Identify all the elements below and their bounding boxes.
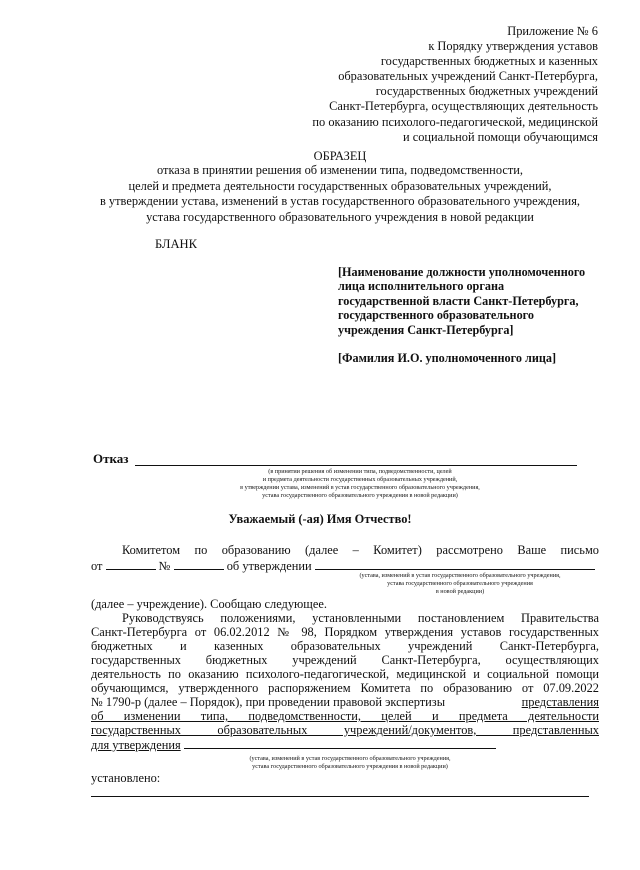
- sample-title: ОБРАЗЕЦ: [313, 149, 367, 163]
- para2-line: государственных образовательных учреждений/документов, представленных: [91, 723, 599, 737]
- annex-header: [178, 24, 598, 145]
- para2-line7-text: № 1790-р (далее – Порядок), при проведении правовой экспертизы: [91, 695, 446, 709]
- note-line: устава государственного образовательного учреждения в новой редакции): [262, 492, 458, 499]
- number-label: №: [158, 559, 171, 573]
- para2-line: об изменении типа, подведомственности, целей и предмета деятельности: [91, 709, 599, 723]
- para1-line2: [91, 558, 599, 573]
- established-label: установлено:: [91, 771, 161, 785]
- number-fill: [174, 558, 224, 570]
- note-line: и предмета деятельности государственных образовательных учреждений,: [262, 476, 458, 483]
- addressee-name: [Фамилия И.О. уполномоченного лица]: [338, 351, 557, 365]
- note-line: устава государственного образовательного учреждения: [387, 580, 533, 587]
- para2-line: деятельность по оказанию психолого-педагогической, медицинской и социальной помощи: [91, 667, 599, 681]
- sample-line: устава государственного образовательного учреждения в новой редакции: [146, 209, 534, 224]
- addressee-line: государственной власти Санкт-Петербурга,: [338, 293, 579, 308]
- annex-line: Санкт-Петербурга, осуществляющих деятельность: [329, 99, 598, 114]
- addressee-line: [Наименование должности уполномоченного: [338, 265, 586, 279]
- sample-line: целей и предмета деятельности государственных образовательных учреждений,: [128, 178, 552, 193]
- para2-line7: [91, 695, 599, 709]
- note-line: устава государственного образовательного учреждения в новой редакции): [252, 763, 448, 770]
- para1-note: [320, 572, 600, 596]
- note-line: (устава, изменений в устав государственного образовательного учреждения,: [249, 755, 451, 762]
- date-fill: [106, 558, 156, 570]
- greeting: Уважаемый (-ая) Имя Отчество!: [228, 512, 412, 526]
- sample-subtitle: [60, 163, 620, 225]
- addressee-line: государственного образовательного: [338, 308, 534, 323]
- note-line: в новой редакции): [435, 588, 485, 595]
- documents-fill: [184, 737, 496, 749]
- annex-line: образовательных учреждений Санкт-Петербурга,: [338, 69, 598, 84]
- sample-line: отказа в принятии решения об изменении типа, подведомственности,: [157, 163, 523, 177]
- from-label: от: [91, 559, 103, 573]
- para2-line: обучающимся, утвержденного распоряжением Комитета по образованию от 07.09.2022: [91, 681, 599, 695]
- annex-line: государственных бюджетных учреждений: [375, 84, 598, 99]
- refusal-fill-line: [135, 465, 577, 466]
- blank-label: БЛАНК: [155, 237, 198, 251]
- para2-line10: [91, 737, 599, 752]
- para2-line: Санкт-Петербурга от 06.02.2012 № 98, Порядком утверждения уставов государственных: [91, 625, 599, 639]
- refusal-note: [150, 468, 570, 500]
- para2-line: Руководствуясь положениями, установленными постановлением Правительства: [122, 611, 599, 625]
- note-line: (в принятии решения об изменении типа, подведомственности, целей: [268, 468, 452, 475]
- annex-line: по оказанию психолого-педагогической, медицинской: [312, 114, 598, 129]
- para2-line7-underlined: представления: [521, 695, 599, 709]
- sample-line: в утверждении устава, изменений в устав государственного образовательного учреждения,: [99, 194, 580, 209]
- subject-fill: [315, 558, 595, 570]
- para1-line: Комитетом по образованию (далее – Комитет) рассмотрено Ваше письмо: [122, 543, 599, 557]
- about-label: об утверждении: [226, 559, 312, 573]
- para2-line: бюджетных и казенных образовательных учреждений Санкт-Петербурга,: [91, 639, 599, 653]
- addressee-line: лица исполнительного органа: [338, 279, 505, 294]
- findings-fill-line: [91, 796, 589, 797]
- addressee-block: [338, 265, 585, 337]
- note-line: (устава, изменений в устав государственного образовательного учреждения,: [359, 572, 561, 579]
- annex-line: и социальной помощи обучающимся: [402, 129, 598, 144]
- note-line: в утверждении устава, изменений в устав государственного образовательного учреждения,: [240, 484, 480, 491]
- addressee-line: учреждения Санкт-Петербурга]: [338, 322, 514, 337]
- para1-tail: (далее – учреждение). Сообщаю следующее.: [91, 597, 327, 611]
- annex-line: Приложение № 6: [507, 24, 598, 38]
- para2-note: [200, 755, 500, 771]
- annex-line: государственных бюджетных и казенных: [380, 54, 598, 69]
- annex-line: к Порядку утверждения уставов: [428, 39, 598, 54]
- for-approval-text: для утверждения: [91, 738, 181, 752]
- refusal-label: Отказ: [93, 451, 129, 466]
- para2-line: государственных бюджетных учреждений Санкт-Петербурга, осуществляющих: [91, 653, 599, 667]
